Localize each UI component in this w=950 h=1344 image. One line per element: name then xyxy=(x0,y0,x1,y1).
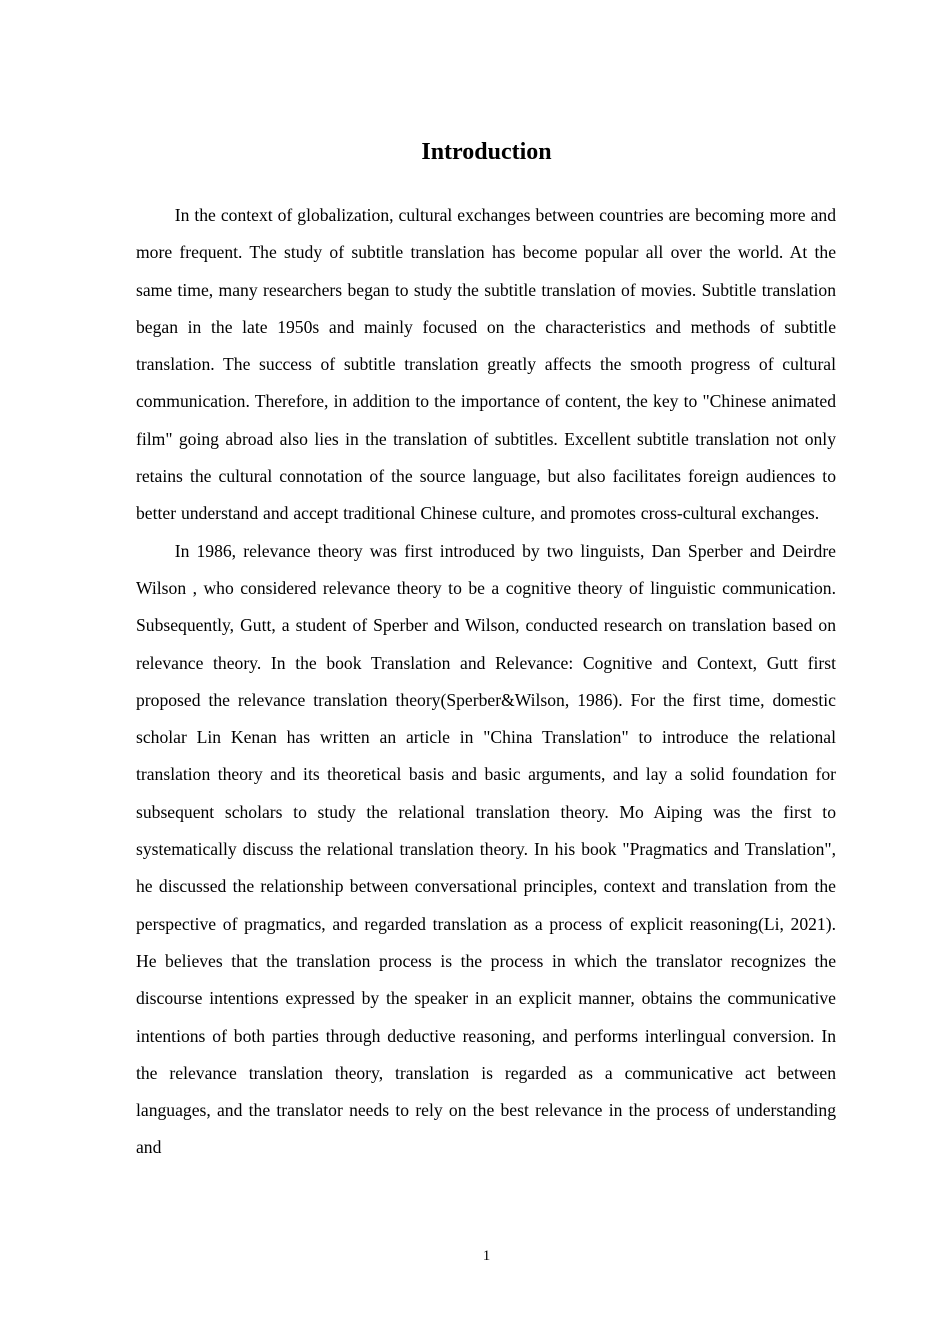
page-title: Introduction xyxy=(421,139,552,165)
paragraph-1: In the context of globalization, cultural exchanges between countries are becoming more and more frequent. The study of subtitle translation has become popular all over the world. At the same time, many researchers began to study the subtitle translation of movies. Subtitle translation began in the late 1950s and mainly focused on the characteristics and methods of subtitle translation. The success of subtitle translation greatly affects the smooth progress of cultural communication. Therefore, in addition to the importance of content, the key to "Chinese animated film" going abroad also lies in the translation of subtitles. Excellent subtitle translation not only retains the cultural connotation of the source language, but also facilitates foreign audiences to better understand and accept traditional Chinese culture, and promotes cross-cultural exchanges. xyxy=(136,205,836,524)
body-text xyxy=(136,197,836,1167)
page-number: 1 xyxy=(482,1248,491,1264)
paragraph-2: In 1986, relevance theory was first introduced by two linguists, Dan Sperber and Deirdre Wilson , who considered relevance theory to be a cognitive theory of linguistic communication. Subsequently, Gutt, a student of Sperber and Wilson, conducted research on translation based on relevance theory. In the book Translation and Relevance: Cognitive and Context, Gutt first proposed the relevance translation theory(Sperber&Wilson, 1986). For the first time, domestic scholar Lin Kenan has written an article in "China Translation" to introduce the relational translation theory and its theoretical basis and basic arguments, and lay a solid foundation for subsequent scholars to study the relational translation theory. Mo Aiping was the first to systematically discuss the relational translation theory. In his book "Pragmatics and Translation", he discussed the relationship between conversational principles, context and translation from the perspective of pragmatics, and regarded translation as a process of explicit reasoning(Li, 2021). He believes that the translation process is the process in which the translator recognizes the discourse intentions expressed by the speaker in an explicit manner, obtains the communicative intentions of both parties through deductive reasoning, and performs interlingual conversion. In the relevance translation theory, translation is regarded as a communicative act between languages, and the translator needs to rely on the best relevance in the process of understanding and xyxy=(136,540,836,1158)
